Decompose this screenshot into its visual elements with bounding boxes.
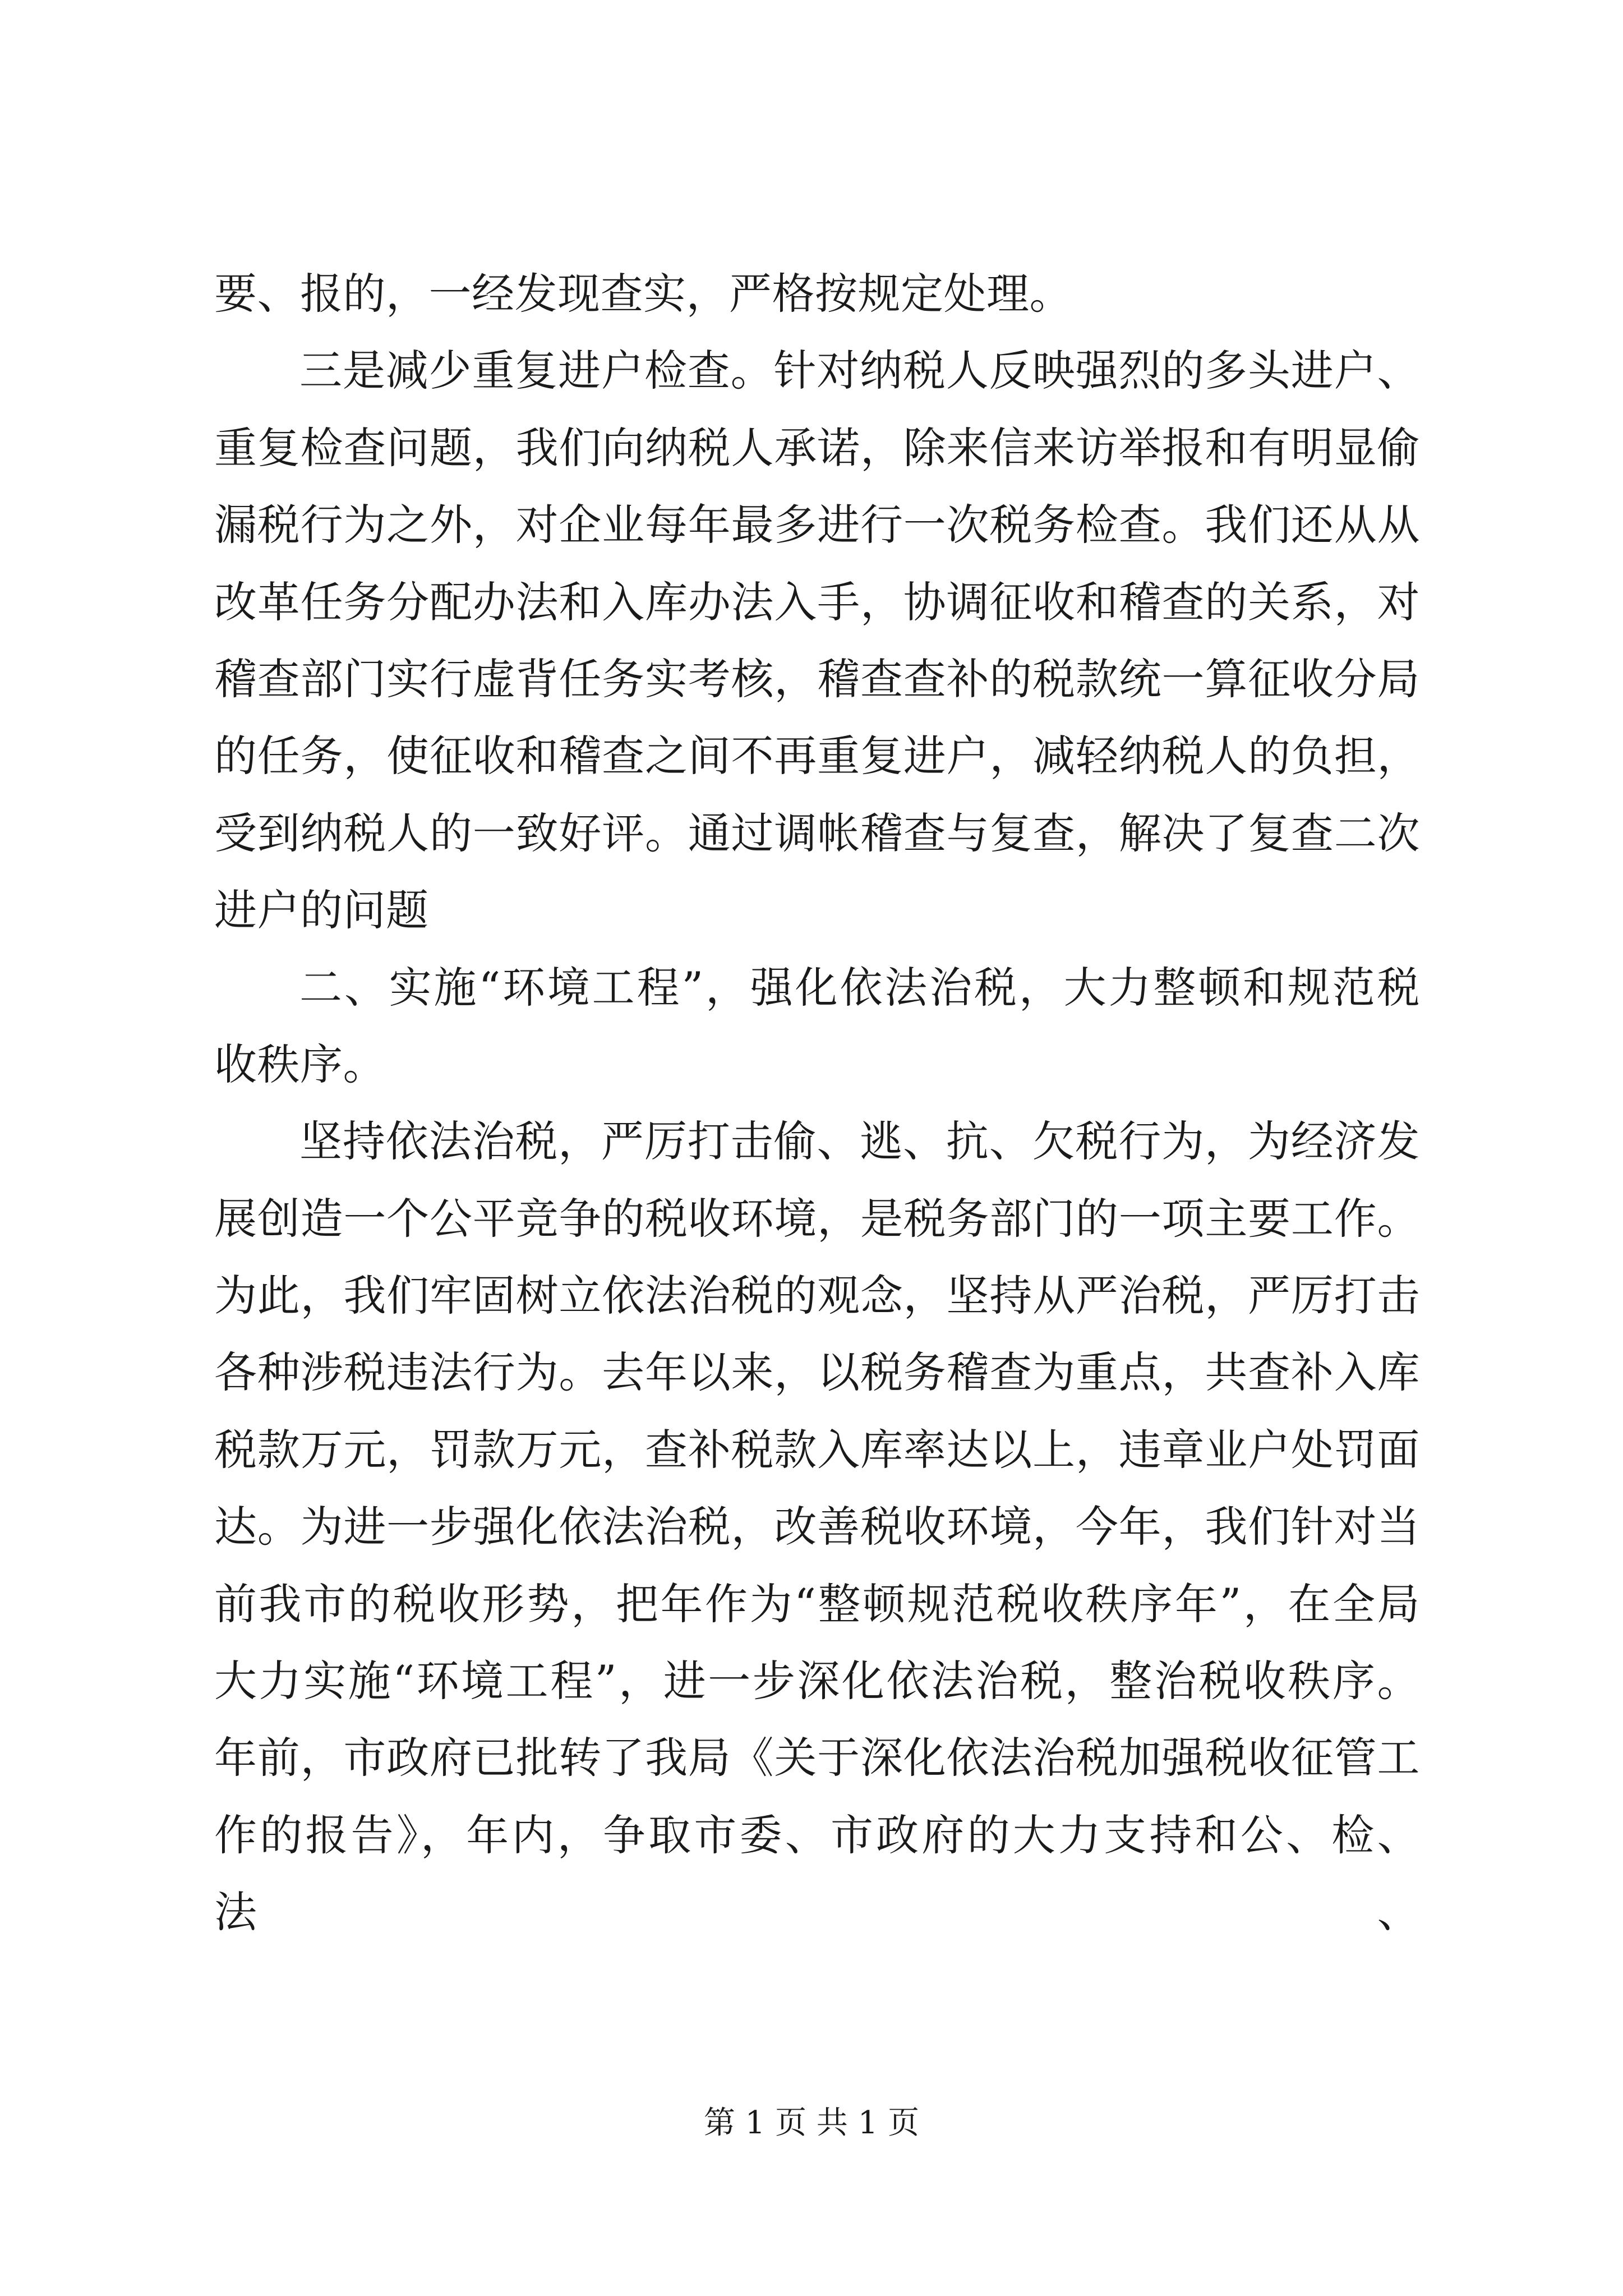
text-line: 改革任务分配办法和入库办法入手，协调征收和稽查的关系，对 [214,577,1420,627]
text-line: 收秩序。 [214,1039,386,1089]
text-line: 展创造一个公平竞争的税收环境，是税务部门的一项主要工作。 [214,1193,1420,1244]
text-line: 大力实施“环境工程”，进一步深化依法治税，整治税收秩序。 [214,1656,1420,1706]
body-text [214,255,1420,1938]
text-line: 漏税行为之外，对企业每年最多进行一次税务检查。我们还从从 [214,500,1420,550]
text-line: 税款万元，罚款万元，查补税款入库率达以上，违章业户处罚面 [214,1424,1420,1475]
text-line: 各种涉税违法行为。去年以来，以税务稽查为重点，共查补入库 [214,1347,1420,1398]
page-footer: 第 1 页 共 1 页 [703,2105,920,2141]
text-line: 要、报的，一经发现查实，严格按规定处理。 [214,269,1072,319]
text-line: 作的报告》，年内，争取市委、市政府的大力支持和公、检、法、 [214,1810,1420,1938]
text-line: 稽查部门实行虚背任务实考核，稽查查补的税款统一算征收分局 [214,654,1420,704]
text-line: 受到纳税人的一致好评。通过调帐稽查与复查，解决了复查二次 [214,808,1420,858]
text-line: 三是减少重复进户检查。针对纳税人反映强烈的多头进户、 [299,346,1420,396]
text-line: 重复检查问题，我们向纳税人承诺，除来信来访举报和有明显偷 [214,422,1420,473]
text-line: 的任务，使征收和稽查之间不再重复进户，减轻纳税人的负担， [214,731,1420,781]
text-line: 进户的问题 [214,885,429,936]
text-line: 达。为进一步强化依法治税，改善税收环境，今年，我们针对当 [214,1502,1420,1552]
text-line: 二、实施“环境工程”，强化依法治税，大力整顿和规范税 [299,962,1420,1013]
text-line: 年前，市政府已批转了我局《关于深化依法治税加强税收征管工 [214,1733,1420,1783]
text-line: 坚持依法治税，严厉打击偷、逃、抗、欠税行为，为经济发 [299,1116,1420,1167]
text-line: 为此，我们牢固树立依法治税的观念，坚持从严治税，严厉打击 [214,1271,1420,1321]
text-line: 前我市的税收形势，把年作为“整顿规范税收秩序年”，在全局 [214,1579,1420,1629]
